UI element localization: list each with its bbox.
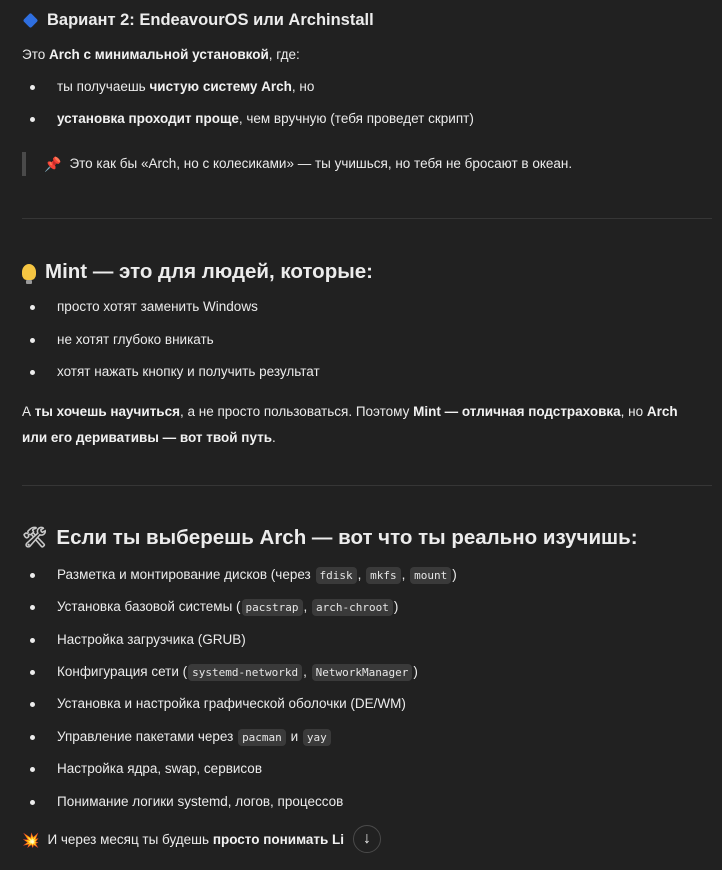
- list-item: Установка и настройка графической оболочки (DE/WM): [22, 694, 406, 714]
- bullet-icon: [30, 370, 35, 375]
- list-item: установка проходит проще, чем вручную (тебя проведет скрипт): [22, 109, 474, 129]
- list-item: Установка базовой системы ( pacstrap , arch-chroot ): [22, 597, 398, 617]
- bullet-icon: [30, 338, 35, 343]
- code-mkfs: mkfs: [366, 567, 401, 584]
- bullet-icon: [30, 85, 35, 90]
- bullet-icon: [30, 638, 35, 643]
- list-item: просто хотят заменить Windows: [22, 297, 258, 317]
- section-arch-heading: 🛠 Если ты выберешь Arch — вот что ты реально изучишь:: [22, 523, 638, 554]
- scroll-to-bottom-button[interactable]: [353, 825, 381, 853]
- code-mount: mount: [410, 567, 451, 584]
- bullet-icon: [30, 767, 35, 772]
- list-item: Настройка ядра, swap, сервисов: [22, 759, 262, 779]
- list-item: хотят нажать кнопку и получить результат: [22, 362, 320, 382]
- code-pacstrap: pacstrap: [242, 599, 303, 616]
- bullet-icon: [30, 117, 35, 122]
- bullet-icon: [30, 305, 35, 310]
- code-yay: yay: [303, 729, 331, 746]
- list-item: Понимание логики systemd, логов, процессов: [22, 792, 343, 812]
- bullet-icon: [30, 735, 35, 740]
- code-fdisk: fdisk: [316, 567, 357, 584]
- closing-line: 💥 И через месяц ты будешь просто понимать Li: [22, 830, 344, 851]
- section-variant2-heading: Вариант 2: EndeavourOS или Archinstall: [22, 8, 374, 33]
- bullet-icon: [30, 573, 35, 578]
- mint-paragraph: А ты хочешь научиться, а не просто пользоваться. Поэтому Mint — отличная подстраховка, но Arch или его деривативы — вот твой путь.: [22, 404, 678, 445]
- arrow-down-icon: ↓: [363, 830, 371, 847]
- blockquote: 📌 Это как бы «Arch, но с колесиками» — ты учишься, но тебя не бросают в океан.: [22, 152, 572, 176]
- divider: [22, 485, 712, 486]
- list-item: не хотят глубоко вникать: [22, 330, 214, 350]
- hammer-wrench-icon: 🛠: [22, 527, 48, 550]
- bullet-icon: [30, 702, 35, 707]
- section-mint-heading: Mint — это для людей, которые:: [22, 257, 373, 288]
- bullet-icon: [30, 605, 35, 610]
- list-item: Настройка загрузчика (GRUB): [22, 630, 246, 650]
- list-item: Разметка и монтирование дисков (через fdisk , mkfs , mount ): [22, 565, 457, 585]
- divider: [22, 218, 712, 219]
- code-arch-chroot: arch-chroot: [312, 599, 393, 616]
- collision-icon: 💥: [22, 832, 40, 848]
- code-networkmanager: NetworkManager: [312, 664, 413, 681]
- code-pacman: pacman: [238, 729, 286, 746]
- bullet-icon: [30, 670, 35, 675]
- blue-diamond-icon: [23, 13, 39, 29]
- list-item: ты получаешь чистую систему Arch, но: [22, 77, 314, 97]
- bullet-icon: [30, 800, 35, 805]
- intro-paragraph: Это Arch с минимальной установкой, где:: [22, 47, 300, 62]
- code-systemd-networkd: systemd-networkd: [188, 664, 302, 681]
- list-item: Управление пакетами через pacman и yay: [22, 727, 332, 747]
- light-bulb-icon: [22, 264, 36, 280]
- pushpin-icon: 📌: [44, 155, 62, 172]
- list-item: Конфигурация сети ( systemd-networkd , NetworkManager ): [22, 662, 418, 682]
